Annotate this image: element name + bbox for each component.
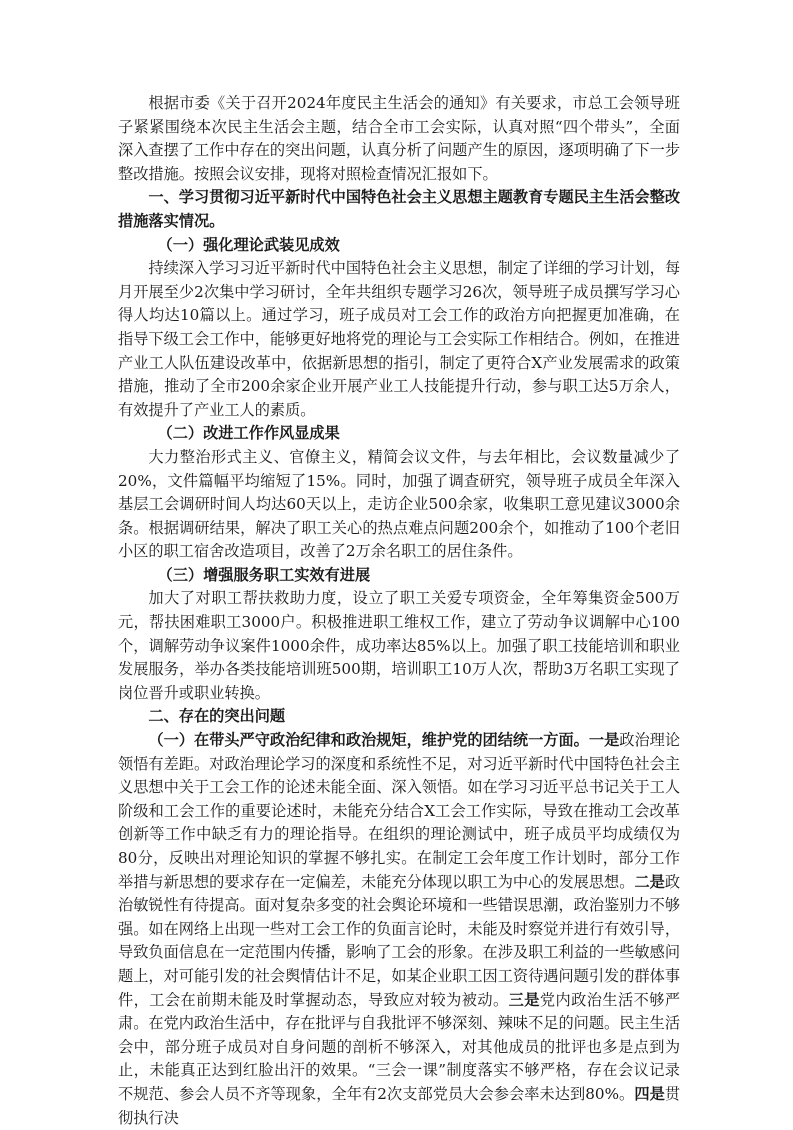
intro-paragraph: 根据市委《关于召开2024年度民主生活会的通知》有关要求，市总工会领导班子紧紧围绕本次民主生活会主题，结合全市工会实际，认真对照“四个带头”，全面深入查摆了工作中存在的突出问题，认真分析了问题产生的原因，逐项明确了下一步整改措施。按照会议安排，现将对照检查情况汇报如下。 xyxy=(118,94,680,183)
point-4-marker: 四是 xyxy=(634,1084,665,1103)
point-3-text: 党内政治生活不够严肃。在党内政治生活中，存在批评与自我批评不够深刻、辣味不足的问题。民主生活会中，部分班子成员对自身问题的剖析不够深入，对其他成员的批评也多是点到为止，未能真正达到红脸出汗的效果。“三会一课”制度落实不够严格，存在会议记录不规范、参会人员不齐等现象，全年有2次支部党员大会参会率未达到80%。 xyxy=(118,990,681,1103)
section-1-sub-2-body: 大力整治形式主义、官僚主义，精简会议文件，与去年相比，会议数量减少了20%，文件篇幅平均缩短了15%。同时，加强了调查研究，领导班子成员全年深入基层工会调研时间人均达60天以上，走访企业500余家，收集职工意见建议3000余条。根据调研结果，解决了职工关心的热点难点问题200余个，如推动了100个老旧小区的职工宿舍改造项目，改善了2万余名职工的居住条件。 xyxy=(118,447,680,561)
point-2-text: 政治敏锐性有待提高。面对复杂多变的社会舆论环境和一些错误思潮，政治鉴别力不够强。如在网络上出现一些对工会工作的负面言论时，未能及时察觉并进行有效引导，导致负面信息在一定范围内传播，影响了工会的形象。在涉及职工利益的一些敏感问题上，对可能引发的社会舆情估计不足，如某企业职工因工资待遇问题引发的群体事件，工会在前期未能及时掌握动态，导致应对较为被动。 xyxy=(118,872,681,1009)
section-1-sub-1-body: 持续深入学习习近平新时代中国特色社会主义思想，制定了详细的学习计划，每月开展至少2次集中学习研讨，全年共组织专题学习26次，领导班子成员撰写学习心得人均达10篇以上。通过学习，班子成员对工会工作的政治方向把握更加准确，在指导下级工会工作中，能够更好地将党的理论与工会实际工作相结合。例如，在推进产业工人队伍建设改革中，依据新思想的指引，制定了更符合X产业发展需求的政策措施，推动了全市200余家企业开展产业工人技能提升行动，参与职工达5万余人，有效提升了产业工人的素质。 xyxy=(118,259,680,419)
point-1-text: 政治理论领悟有差距。对政治理论学习的深度和系统性不足，对习近平新时代中国特色社会主义思想中关于工会工作的论述未能全面、深入领悟。如在学习习近平总书记关于工人阶级和工会工作的重要论述时，未能充分结合X工会工作实际，导致在推动工会改革创新等工作中缺乏有力的理论指导。在组织的理论测试中，班子成员平均成绩仅为80分，反映出对理论知识的掌握不够扎实。在制定工会年度工作计划时，部分工作举措与新思想的要求存在一定偏差，未能充分体现以职工为中心的发展思想。 xyxy=(118,731,681,891)
section-1-sub-2-heading: （二）改进工作作风显成果 xyxy=(157,424,340,443)
section-2-sub-1-paragraph xyxy=(118,729,680,1130)
section-2-heading: 二、存在的突出问题 xyxy=(148,707,286,726)
section-1-sub-1-heading: （一）强化理论武装见成效 xyxy=(157,235,340,254)
section-1-sub-3-heading: （三）增强服务职工实效有进展 xyxy=(157,565,371,584)
section-2-sub-1-heading: （一）在带头严守政治纪律和政治规矩，维护党的团结统一方面。 xyxy=(148,731,589,750)
point-2-marker: 二是 xyxy=(634,872,665,891)
point-1-marker: 一是 xyxy=(588,731,620,750)
section-1-sub-3-body: 加大了对职工帮扶救助力度，设立了职工关爱专项资金，全年筹集资金500万元，帮扶困难职工3000户。积极推进职工维权工作，建立了劳动争议调解中心100个，调解劳动争议案件1000余件，成功率达85%以上。加强了职工技能培训和职业发展服务，举办各类技能培训班500期，培训职工10万人次，帮助3万名职工实现了岗位晋升或职业转换。 xyxy=(118,589,680,702)
point-3-marker: 三是 xyxy=(508,990,540,1009)
section-1-heading: 一、学习贯彻习近平新时代中国特色社会主义思想主题教育专题民主生活会整改措施落实情况。 xyxy=(118,188,680,230)
point-4-text: 贯彻执行决 xyxy=(118,1084,681,1127)
document-page xyxy=(118,92,680,1130)
